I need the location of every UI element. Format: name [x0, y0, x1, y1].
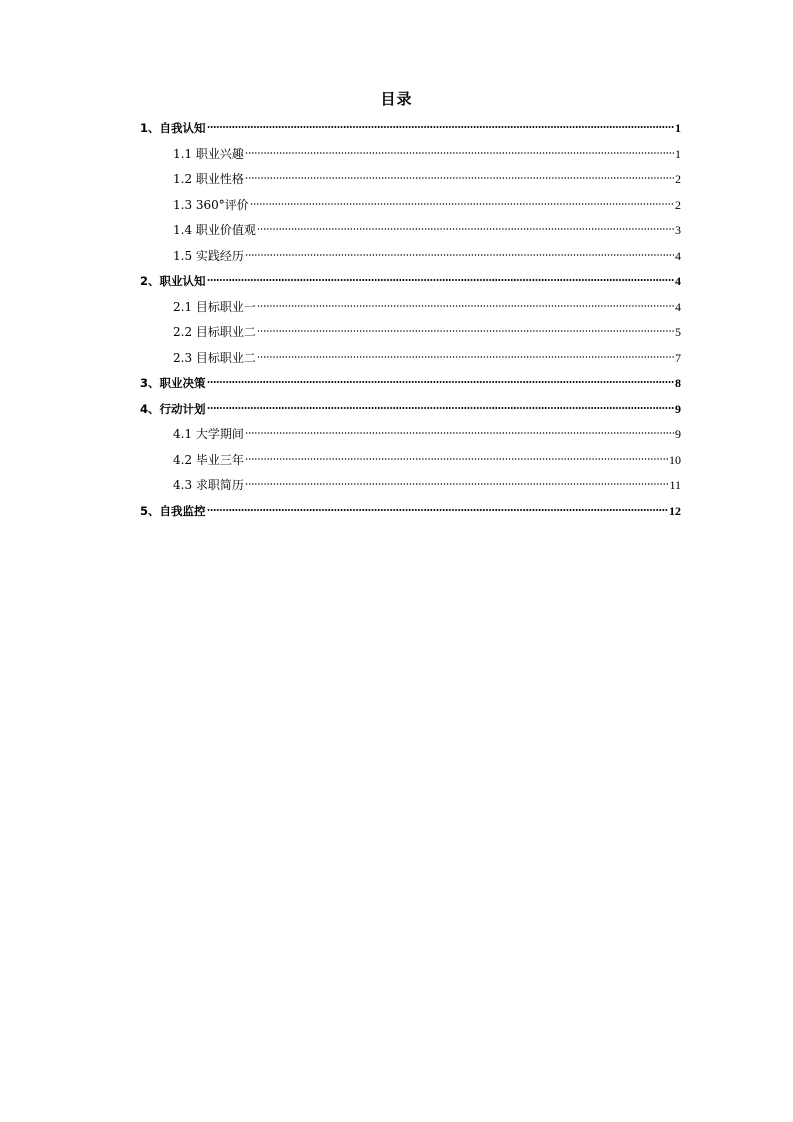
toc-entry-label: 1.5 实践经历	[173, 248, 244, 263]
toc-subsection-entry[interactable]	[140, 169, 681, 195]
toc-entry-label: 3、职业决策	[140, 376, 206, 390]
toc-page-number: 9	[675, 427, 681, 441]
toc-page-number: 11	[669, 478, 681, 492]
toc-dot-leader	[245, 431, 674, 435]
toc-entry-label: 4.2 毕业三年	[173, 452, 244, 467]
toc-subsection-entry[interactable]	[140, 246, 681, 272]
toc-dot-leader	[245, 482, 669, 486]
toc-dot-leader	[257, 304, 674, 308]
toc-subsection-entry[interactable]	[140, 322, 681, 348]
toc-dot-leader	[257, 355, 674, 359]
toc-subsection-entry[interactable]	[140, 475, 681, 501]
toc-dot-leader	[250, 202, 674, 206]
toc-entry-label: 2.3 目标职业二	[173, 350, 256, 365]
toc-list	[140, 118, 681, 526]
toc-subsection-entry[interactable]	[140, 297, 681, 323]
toc-page-number: 4	[675, 274, 681, 288]
toc-page-number: 4	[675, 299, 681, 314]
toc-subsection-entry[interactable]	[140, 348, 681, 374]
toc-page-number: 8	[675, 376, 681, 390]
toc-page-number: 10	[669, 452, 681, 467]
toc-entry-label: 4、行动计划	[140, 401, 206, 416]
toc-entry-label: 4.3 求职简历	[173, 478, 244, 492]
toc-page-number: 5	[675, 325, 681, 339]
toc-page-number: 4	[675, 248, 681, 263]
toc-page-number: 2	[675, 197, 681, 212]
toc-section-entry[interactable]	[140, 399, 681, 425]
toc-subsection-entry[interactable]	[140, 424, 681, 450]
toc-section-entry[interactable]	[140, 373, 681, 399]
toc-section-entry[interactable]	[140, 501, 681, 527]
toc-section-entry[interactable]	[140, 118, 681, 144]
toc-entry-label: 4.1 大学期间	[173, 427, 244, 441]
toc-page-number: 12	[669, 503, 681, 518]
toc-dot-leader	[257, 227, 674, 231]
toc-dot-leader	[245, 457, 668, 461]
toc-entry-label: 1.2 职业性格	[173, 172, 244, 186]
toc-page-number: 1	[675, 146, 681, 161]
toc-dot-leader	[207, 508, 668, 512]
toc-dot-leader	[207, 278, 674, 282]
toc-title: 目录	[380, 90, 413, 108]
toc-entry-label: 5、自我监控	[140, 503, 206, 518]
toc-page-number: 3	[675, 223, 681, 237]
toc-dot-leader	[245, 151, 674, 155]
toc-dot-leader	[245, 253, 674, 257]
toc-entry-label: 2.1 目标职业一	[173, 299, 256, 314]
toc-subsection-entry[interactable]	[140, 195, 681, 221]
toc-dot-leader	[257, 329, 674, 333]
toc-entry-label: 1.1 职业兴趣	[173, 146, 244, 161]
toc-page-number: 1	[675, 121, 681, 135]
toc-page-number: 7	[675, 350, 681, 365]
toc-section-entry[interactable]	[140, 271, 681, 297]
toc-dot-leader	[207, 380, 674, 384]
toc-dot-leader	[207, 406, 674, 410]
toc-entry-label: 1、自我认知	[140, 121, 206, 135]
toc-page-number: 9	[675, 401, 681, 416]
toc-subsection-entry[interactable]	[140, 220, 681, 246]
toc-entry-label: 1.3 360°评价	[173, 197, 249, 212]
toc-entry-label: 2、职业认知	[140, 274, 206, 288]
toc-entry-label: 2.2 目标职业二	[173, 325, 256, 339]
toc-dot-leader	[207, 125, 674, 129]
toc-page-number: 2	[675, 172, 681, 186]
toc-subsection-entry[interactable]	[140, 144, 681, 170]
toc-dot-leader	[245, 176, 674, 180]
toc-entry-label: 1.4 职业价值观	[173, 223, 256, 237]
toc-subsection-entry[interactable]	[140, 450, 681, 476]
